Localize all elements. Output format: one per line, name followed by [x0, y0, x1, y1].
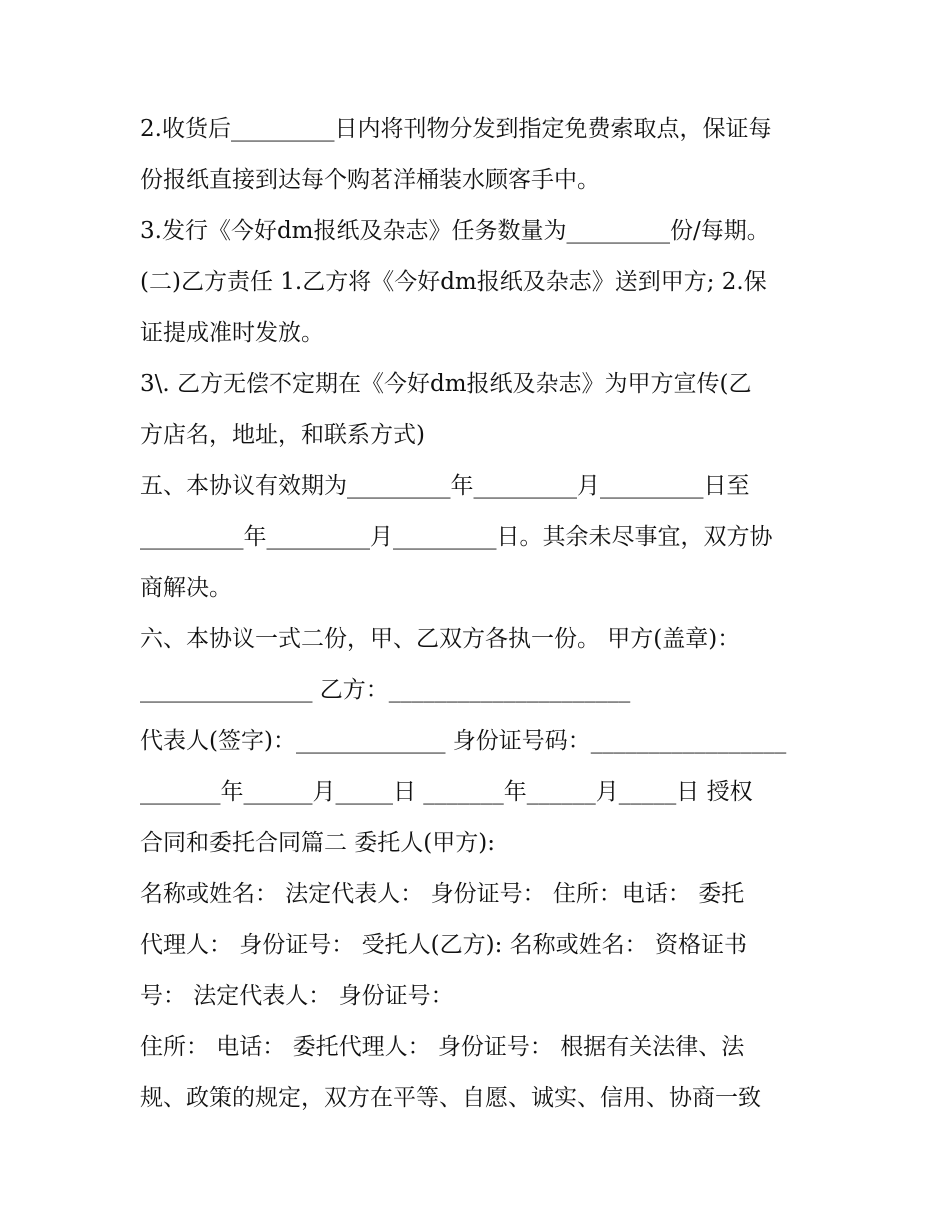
text-line: 3\. 乙方无偿不定期在《今好dm报纸及杂志》为甲方宣传(乙 [140, 371, 752, 397]
text-line: 方店名，地址，和联系方式) [140, 422, 425, 448]
text-line: 份报纸直接到达每个购茗洋桶装水顾客手中。 [140, 167, 600, 193]
text-line: 代理人： 身份证号： 受托人(乙方): 名称或姓名： 资格证书 [140, 932, 747, 958]
text-line: 五、本协议有效期为_________年_________月_________日至 [140, 473, 750, 499]
text-line: 2.收货后_________日内将刊物分发到指定免费索取点，保证每 [140, 116, 772, 142]
text-line: 号： 法定代表人： 身份证号： [140, 983, 454, 1009]
text-line: 3.发行《今好dm报纸及杂志》任务数量为_________份/每期。 [140, 218, 770, 244]
text-line: 证提成准时发放。 [140, 320, 324, 346]
text-line: 合同和委托合同篇二 委托人(甲方): [140, 830, 496, 856]
text-line: 商解决。 [140, 575, 232, 601]
text-line: _______________ 乙方：_____________________ [140, 677, 631, 703]
text-line: _________年_________月_________日。其余未尽事宜，双方协 [140, 524, 773, 550]
text-line: 代表人(签字)：_____________ 身份证号码：_________________ [140, 728, 787, 754]
text-line: 六、本协议一式二份，甲、乙双方各执一份。 甲方(盖章)： [140, 626, 741, 652]
text-line: (二)乙方责任 1.乙方将《今好dm报纸及杂志》送到甲方; 2.保 [140, 269, 767, 295]
text-line: 规、政策的规定，双方在平等、自愿、诚实、信用、协商一致 [140, 1085, 761, 1111]
text-line: _______年______月_____日 _______年______月_____日 授权 [140, 779, 753, 805]
text-line: 住所： 电话： 委托代理人： 身份证号： 根据有关法律、法 [140, 1034, 745, 1060]
text-line: 名称或姓名： 法定代表人： 身份证号： 住所：电话： 委托 [140, 881, 745, 907]
